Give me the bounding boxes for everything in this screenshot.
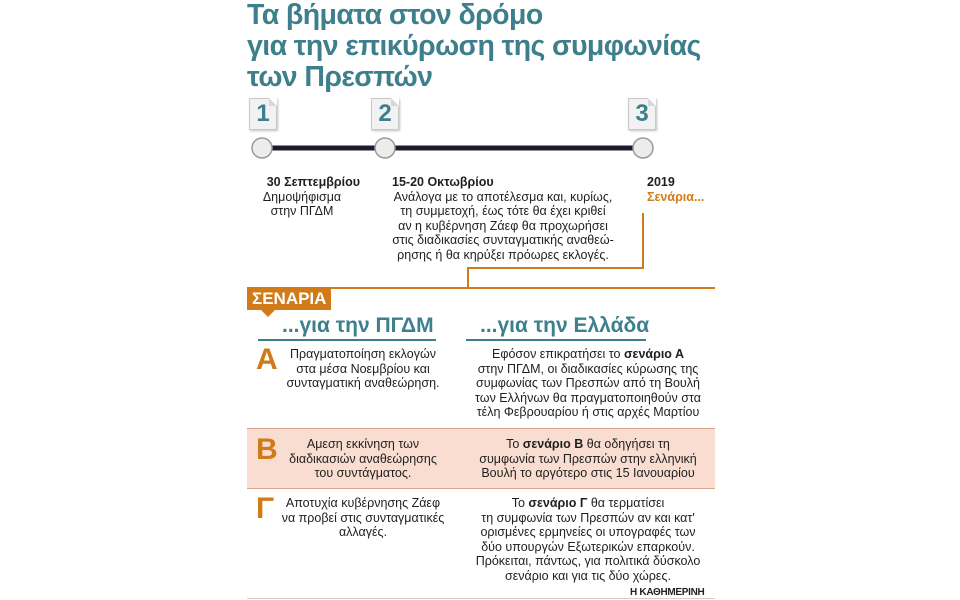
- step-1-text: [230, 175, 360, 219]
- row-separator: [247, 428, 715, 429]
- scenario-a-greece: [462, 347, 714, 420]
- scenario-letter-a: Α: [256, 343, 278, 376]
- cell-line-rich: [462, 347, 714, 362]
- timeline-dot-2: [375, 138, 395, 158]
- cell-line: Πραγματοποίηση εκλογών: [290, 347, 436, 361]
- step-2-line: στις διαδικασίες συνταγματικής αναθεώ-: [392, 233, 614, 247]
- cell-line-rich: [462, 437, 714, 452]
- scenario-letter-c: Γ: [256, 492, 275, 525]
- cell-line: Αποτυχία κυβέρνησης Ζάεφ: [285, 496, 441, 510]
- cell-text: Εφόσον επικρατήσει το: [492, 347, 624, 361]
- cell-text: θα τερματίσει: [587, 496, 665, 510]
- cell-line: συμφωνίας των Πρεσπών από τη Βουλή: [476, 376, 700, 390]
- step-2-line: ρησης ή θα κηρύξει πρόωρες εκλογές.: [397, 247, 609, 262]
- cell-text: Το: [511, 496, 529, 510]
- title-line-1: Τα βήματα στον δρόμο: [247, 0, 543, 31]
- cell-line: στην ΠΓΔΜ, οι διαδικασίες κύρωσης της: [477, 361, 699, 376]
- cell-line: του συντάγματος.: [314, 466, 412, 480]
- step-1-line: στην ΠΓΔΜ: [270, 204, 334, 218]
- scenario-a-fyrom: [278, 347, 448, 391]
- scenario-label: σενάριο Α: [623, 347, 684, 361]
- step-2-text: [378, 175, 628, 262]
- column-header-rule: [258, 339, 436, 341]
- step-2-date: 15-20 Οκτωβρίου: [392, 175, 494, 189]
- cell-line: αλλαγές.: [338, 525, 388, 539]
- cell-line: συμφωνία των Πρεσπών στην ελληνική: [479, 451, 697, 466]
- step-3-text: [647, 175, 717, 204]
- cell-line: των Ελλήνων θα πραγματοποιηθούν στα: [475, 390, 701, 405]
- scenario-label: σενάριο Γ: [528, 496, 588, 510]
- step-badge-3: 3: [628, 98, 656, 130]
- column-header-rule: [466, 339, 646, 341]
- column-header-fyrom: ...για την ΠΓΔΜ: [282, 314, 434, 337]
- cell-line-rich: [462, 496, 714, 511]
- scenario-b-fyrom: [278, 437, 448, 481]
- step-1-date: 30 Σεπτεμβρίου: [266, 175, 360, 189]
- cell-text: Το: [506, 437, 523, 451]
- source-credit: Η ΚΑΘΗΜΕΡΙΝΗ: [630, 587, 705, 598]
- footer-rule: [247, 598, 715, 599]
- scenario-b-greece: [462, 437, 714, 481]
- title-line-2: για την επικύρωση της συμφωνίας: [247, 30, 701, 62]
- column-header-greece: ...για την Ελλάδα: [480, 314, 650, 337]
- cell-line: ορισμένες ερμηνείες οι υπογραφές των: [480, 525, 696, 539]
- timeline-dot-3: [633, 138, 653, 158]
- cell-line: συνταγματική αναθεώρηση.: [286, 376, 440, 390]
- cell-line: διαδικασιών αναθεώρησης: [289, 451, 437, 466]
- cell-line: σενάριο και για τις δύο χώρες.: [505, 568, 671, 583]
- step-2-line: Ανάλογα με το αποτέλεσμα και, κυρίως,: [393, 189, 613, 204]
- cell-line: Αμεση εκκίνηση των: [306, 437, 420, 451]
- cell-line: στα μέσα Νοεμβρίου και: [296, 361, 430, 376]
- step-3-note: Σενάρια...: [647, 189, 705, 204]
- cell-line: τέλη Φεβρουαρίου ή στις αρχές Μαρτίου: [476, 405, 700, 419]
- cell-line: να προβεί στις συνταγματικές: [281, 510, 445, 525]
- cell-text: θα οδηγήσει τη: [583, 437, 670, 451]
- scenario-label: σενάριο Β: [522, 437, 584, 451]
- timeline-dot-1: [252, 138, 272, 158]
- scenario-c-fyrom: [278, 496, 448, 540]
- step-badge-2: 2: [371, 98, 399, 130]
- step-2-line: τη συμμετοχή, έως τότε θα έχει κριθεί: [400, 204, 606, 218]
- scenarios-tag: ΣΕΝΑΡΙΑ: [247, 288, 331, 310]
- cell-line: Πρόκειται, πάντως, για πολιτικά δύσκολο: [475, 554, 701, 568]
- cell-line: τη συμφωνία των Πρεσπών αν και κατ': [481, 510, 695, 525]
- step-3-date: 2019: [647, 175, 675, 189]
- step-2-line: αν η κυβέρνηση Ζάεφ θα προχωρήσει: [398, 218, 608, 233]
- scenario-c-greece: [462, 496, 714, 583]
- scenario-letter-b: Β: [256, 433, 278, 466]
- row-separator: [247, 488, 715, 489]
- title-line-3: των Πρεσπών: [247, 61, 433, 93]
- cell-line: δύο υπουργών Εξωτερικών επαρκούν.: [481, 539, 695, 554]
- step-badge-1: 1: [249, 98, 277, 130]
- cell-line: Βουλή το αργότερο στις 15 Ιανουαρίου: [481, 466, 695, 480]
- step-1-line: Δημοψήφισμα: [262, 189, 342, 204]
